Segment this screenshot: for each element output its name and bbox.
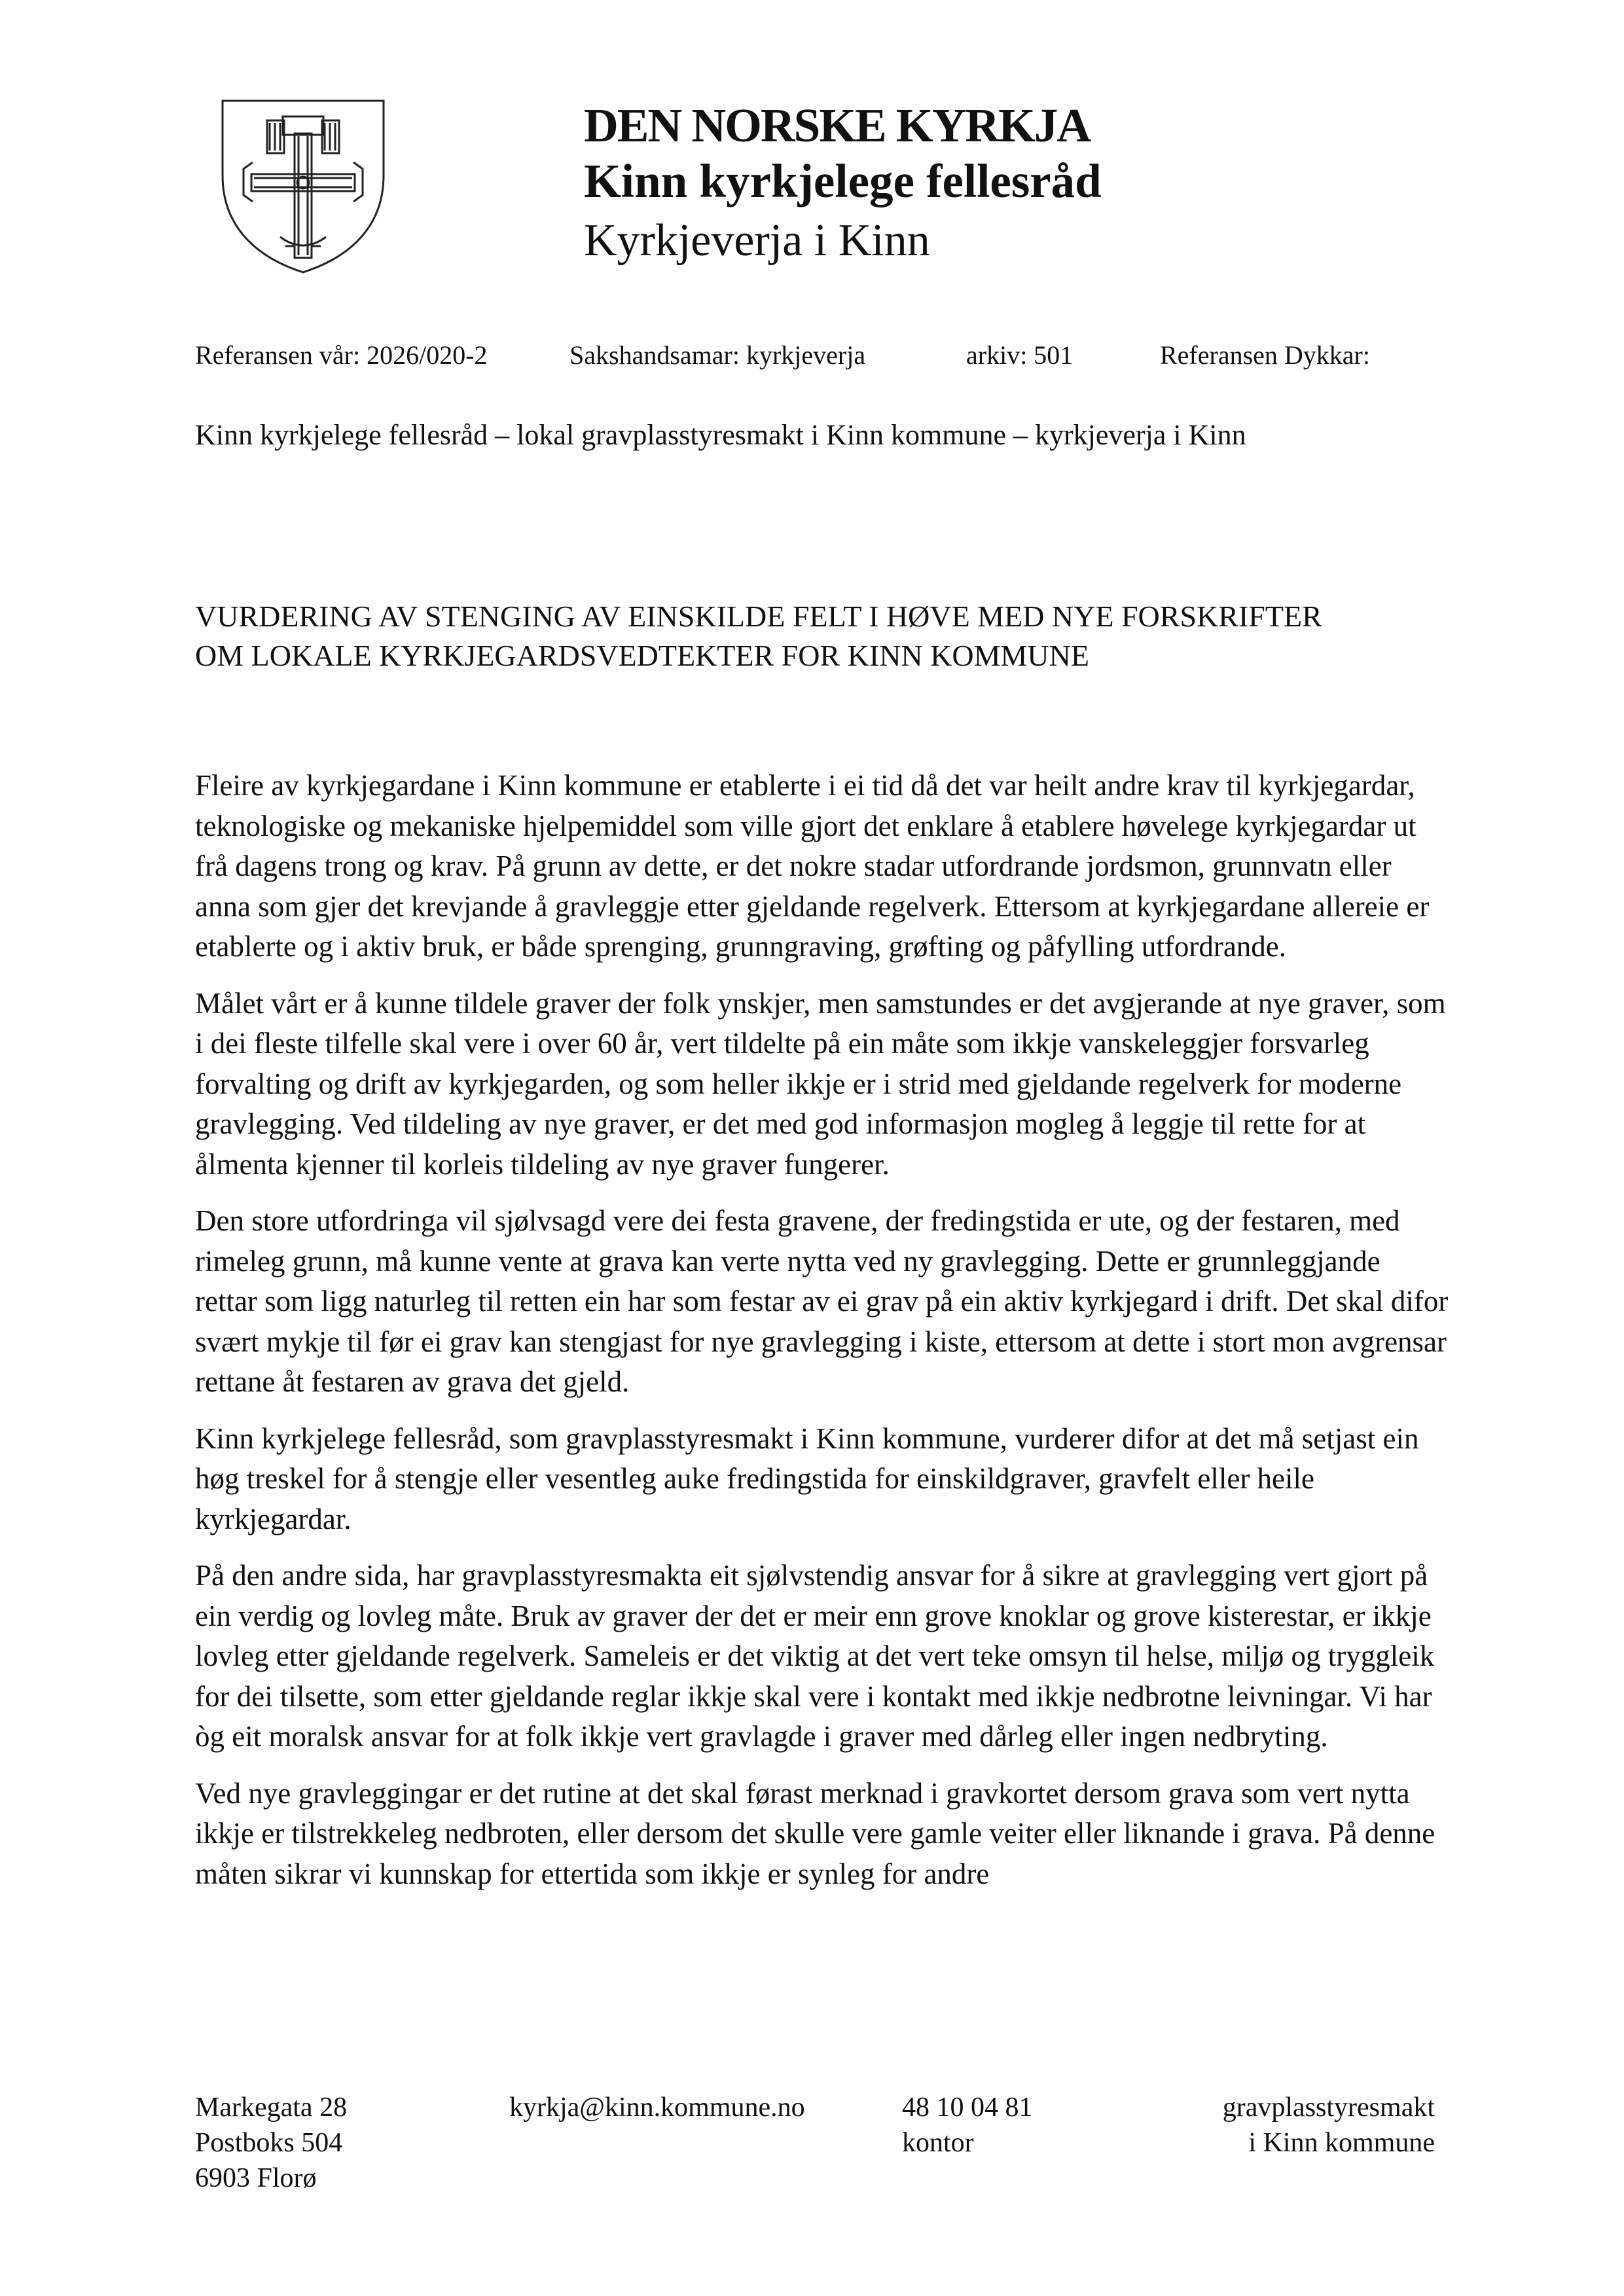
office-name: Kyrkjeverja i Kinn (584, 215, 930, 266)
letterhead (584, 98, 1102, 272)
our-reference: Referansen vår: 2026/020-2 (195, 340, 488, 370)
authority-line-1: gravplasstyresmakt (1222, 2092, 1435, 2123)
authority-line-2: i Kinn kommune (1248, 2128, 1435, 2158)
church-crest-icon (217, 97, 389, 275)
sender-line: Kinn kyrkjelege fellesråd – lokal gravplasstyresmakt i Kinn kommune – kyrkjeverja i Kinn (195, 419, 1246, 451)
your-reference: Referansen Dykkar: (1160, 340, 1370, 370)
title-line-1: VURDERING AV STENGING AV EINSKILDE FELT I HØVE MED NYE FORSKRIFTER (195, 600, 1322, 633)
postcode-city: 6903 Florø (195, 2163, 317, 2193)
footer-phone (902, 2090, 1033, 2161)
footer-authority (1152, 2090, 1435, 2161)
paragraph: På den andre sida, har gravplasstyresmakta eit sjølvstendig ansvar for å sikre at gravlegging vert gjort på ein verdig og lovleg måte. Bruk av graver der det er meir enn grove knoklar og grove kisterestar, er ikkje lovleg etter gjeldande regelverk. Sameleis er det viktig at det vert teke omsyn til helse, miljø og tryggleik for dei tilsette, som etter gjeldande reglar ikkje skal vere i kontakt med ikkje nedbrotne leivningar. Vi har òg eit moralsk ansvar for at folk ikkje vert gravlagde i graver med dårleg eller ingen nedbryting. (195, 1559, 1435, 1753)
letter-body (195, 766, 1449, 1910)
paragraph: Den store utfordringa vil sjølvsagd vere dei festa gravene, der fredingstida er ute, og der festaren, med rimeleg grunn, må kunne vente at grava kan verte nytta ved ny gravlegging. Dette er grunnleggjande rettar som ligg naturleg til retten ein har som festar av ei grav på ein aktiv kyrkjegard i drift. Det skal difor svært mykje til før ei grav kan stengjast for nye gravlegging i kiste, ettersom at dette i stort mon avgrensar rettane åt festaren av grava det gjeld. (195, 1204, 1449, 1398)
document-title (195, 597, 1471, 675)
footer-email (509, 2090, 805, 2125)
po-box: Postboks 504 (195, 2128, 343, 2158)
paragraph: Fleire av kyrkjegardane i Kinn kommune er etablerte i ei tid då det var heilt andre krav til kyrkjegardar, teknologiske og mekaniske hjelpemiddel som ville gjort det enklare å etablere høvelege kyrkjegardar ut frå dagens trong og krav. På grunn av dette, er det nokre stadar utfordrande jordsmon, grunnvatn eller anna som gjer det krevjande å gravleggje etter gjeldande regelverk. Ettersom at kyrkjegardane allereie er etablerte og i aktiv bruk, er både sprenging, grunngraving, grøfting og påfylling utfordrande. (195, 769, 1430, 963)
email-address: kyrkja@kinn.kommune.no (509, 2092, 805, 2123)
council-name: Kinn kyrkjelege fellesråd (584, 154, 1102, 207)
paragraph: Målet vårt er å kunne tildele graver der folk ynskjer, men samstundes er det avgjerande at nye graver, som i dei fleste tilfelle skal vere i over 60 år, vert tildelte på ein måte som ikkje vanskeleggjer forsvarleg forvalting og drift av kyrkjegarden, og som heller ikkje er i strid med gjeldande regelverk for moderne gravlegging. Ved tildeling av nye graver, er det med god informasjon mogleg å leggje til rette for at ålmenta kjenner til korleis tildeling av nye graver fungerer. (195, 986, 1446, 1181)
title-line-2: OM LOKALE KYRKJEGARDSVEDTEKTER FOR KINN KOMMUNE (195, 639, 1089, 672)
footer-address (195, 2090, 347, 2196)
organisation-name: DEN NORSKE KYRKJA (584, 99, 1091, 152)
archive-number: arkiv: 501 (966, 340, 1074, 370)
phone-number: 48 10 04 81 (902, 2092, 1033, 2123)
paragraph: Ved nye gravleggingar er det rutine at det skal førast merknad i gravkortet dersom grava som vert nytta ikkje er tilstrekkeleg nedbroten, eller dersom det skulle vere gamle veiter eller liknande i grava. På denne måten sikrar vi kunnskap for ettertida som ikkje er synleg for andre (195, 1776, 1435, 1890)
case-officer: Sakshandsamar: kyrkjeverja (569, 340, 866, 370)
street-address: Markegata 28 (195, 2092, 348, 2123)
paragraph: Kinn kyrkjelege fellesråd, som gravplasstyresmakt i Kinn kommune, vurderer difor at det må setjast ein høg treskel for å stengje eller vesentleg auke fredingstida for einskildgraver, gravfelt eller heile kyrkjegardar. (195, 1422, 1419, 1535)
phone-label: kontor (902, 2128, 974, 2158)
